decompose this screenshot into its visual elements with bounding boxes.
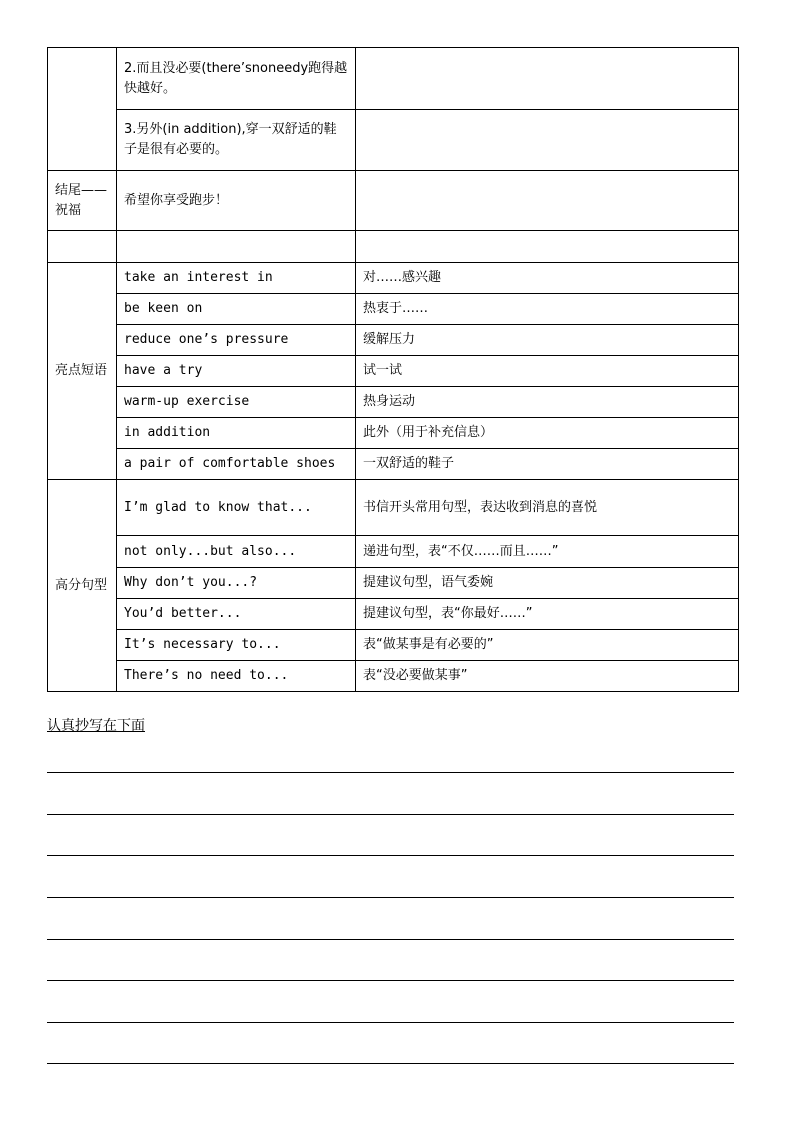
pattern-cell: You’d better... xyxy=(117,599,356,630)
pattern-cell: not only...but also... xyxy=(117,536,356,568)
table-row xyxy=(48,325,739,356)
table-row xyxy=(48,630,739,661)
phrase-cell: reduce one’s pressure xyxy=(117,325,356,356)
phrase-cell: take an interest in xyxy=(117,263,356,294)
right-cell xyxy=(356,48,739,110)
meaning-cell: 热衷于…… xyxy=(356,294,739,325)
table-row xyxy=(48,356,739,387)
meaning-cell: 缓解压力 xyxy=(356,325,739,356)
table-row xyxy=(48,110,739,171)
phrase-cell: a pair of comfortable shoes xyxy=(117,449,356,480)
copy-section-heading: 认真抄写在下面 xyxy=(47,718,145,734)
pattern-cell: It’s necessary to... xyxy=(117,630,356,661)
writing-line xyxy=(47,939,734,940)
right-cell xyxy=(356,110,739,171)
left-cell: 2.而且没必要(there’snoneedy跑得越快越好。 xyxy=(117,48,356,110)
pattern-cell: I’m glad to know that... xyxy=(117,480,356,536)
meaning-cell: 此外（用于补充信息） xyxy=(356,418,739,449)
left-cell: 希望你享受跑步！ xyxy=(117,171,356,231)
explanation-cell: 递进句型，表“不仅……而且……” xyxy=(356,536,739,568)
meaning-cell: 对……感兴趣 xyxy=(356,263,739,294)
vocabulary-table xyxy=(47,47,739,692)
table-row xyxy=(48,568,739,599)
table-row xyxy=(48,536,739,568)
table-row xyxy=(48,449,739,480)
table-row xyxy=(48,171,739,231)
writing-line xyxy=(47,772,734,773)
category-cell: 亮点短语 xyxy=(48,263,117,480)
table-row xyxy=(48,387,739,418)
table-row xyxy=(48,48,739,110)
left-cell xyxy=(117,231,356,263)
table-row xyxy=(48,231,739,263)
pattern-cell: Why don’t you...? xyxy=(117,568,356,599)
explanation-cell: 提建议句型，语气委婉 xyxy=(356,568,739,599)
meaning-cell: 试一试 xyxy=(356,356,739,387)
right-cell xyxy=(356,171,739,231)
explanation-cell: 表“没必要做某事” xyxy=(356,661,739,692)
writing-line xyxy=(47,1022,734,1023)
writing-line xyxy=(47,1063,734,1064)
phrase-cell: in addition xyxy=(117,418,356,449)
left-cell: 3.另外(in addition),穿一双舒适的鞋子是很有必要的。 xyxy=(117,110,356,171)
category-cell: 高分句型 xyxy=(48,480,117,692)
category-cell: 结尾——祝福 xyxy=(48,171,117,231)
writing-line xyxy=(47,897,734,898)
meaning-cell: 一双舒适的鞋子 xyxy=(356,449,739,480)
explanation-cell: 表“做某事是有必要的” xyxy=(356,630,739,661)
right-cell xyxy=(356,231,739,263)
writing-line xyxy=(47,855,734,856)
writing-line xyxy=(47,980,734,981)
explanation-cell: 提建议句型，表“你最好……” xyxy=(356,599,739,630)
table-row xyxy=(48,418,739,449)
meaning-cell: 热身运动 xyxy=(356,387,739,418)
phrase-cell: warm-up exercise xyxy=(117,387,356,418)
explanation-cell: 书信开头常用句型，表达收到消息的喜悦 xyxy=(356,480,739,536)
table-row xyxy=(48,294,739,325)
table-row xyxy=(48,661,739,692)
pattern-cell: There’s no need to... xyxy=(117,661,356,692)
table-row xyxy=(48,263,739,294)
category-cell xyxy=(48,231,117,263)
phrase-cell: be keen on xyxy=(117,294,356,325)
table-row xyxy=(48,599,739,630)
table-row xyxy=(48,480,739,536)
category-cell xyxy=(48,48,117,171)
writing-line xyxy=(47,814,734,815)
phrase-cell: have a try xyxy=(117,356,356,387)
